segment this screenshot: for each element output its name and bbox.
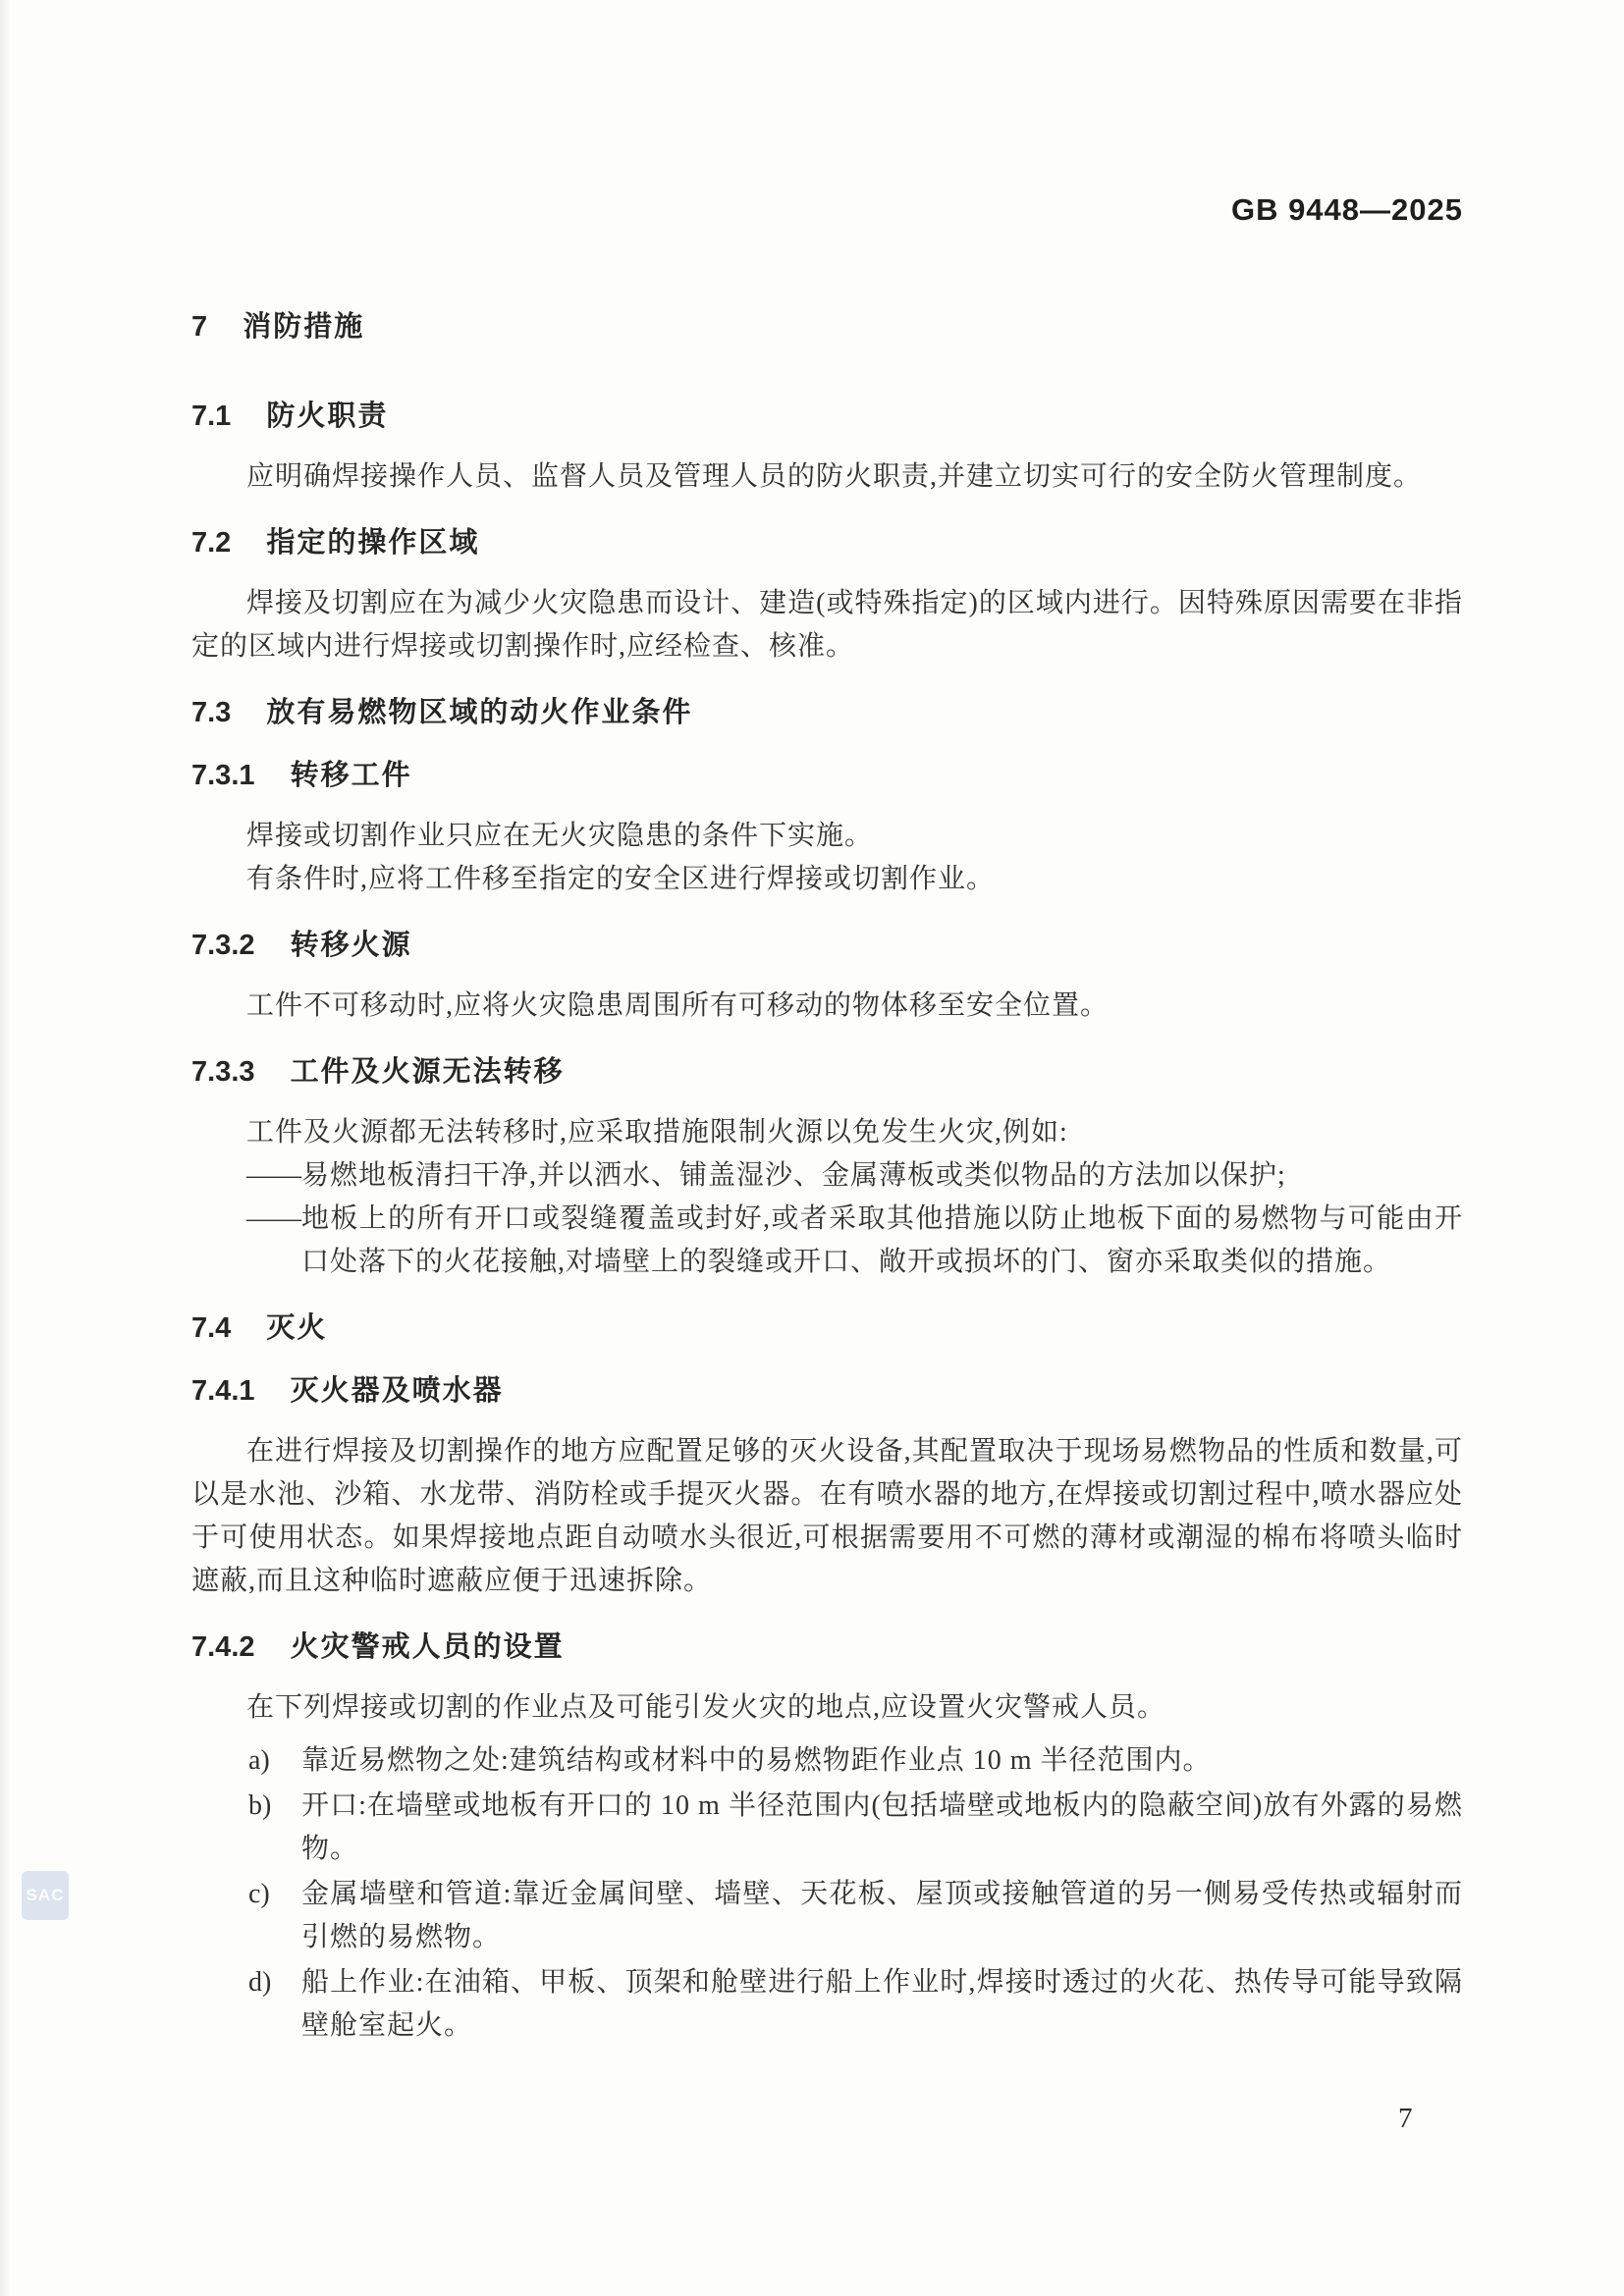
- list-item-text: 金属墙壁和管道:靠近金属间壁、墙壁、天花板、屋顶或接触管道的另一侧易受传热或辐射而引燃的易燃物。: [301, 1879, 1463, 1952]
- doc-header: [191, 192, 1463, 228]
- section-title-text: 放有易燃物区域的动火作业条件: [266, 697, 693, 728]
- list-item-text: 靠近易燃物之处:建筑结构或材料中的易燃物距作业点 10 m 半径范围内。: [301, 1745, 1212, 1776]
- list-item: [191, 1785, 1463, 1871]
- page-number: 7: [1398, 2103, 1413, 2134]
- watermark-text: SAC: [26, 1886, 65, 1904]
- list-marker: d): [248, 1967, 272, 1998]
- paragraph: 在下列焊接或切割的作业点及可能引发火灾的地点,应设置火灾警戒人员。: [246, 1692, 1166, 1723]
- section-number: 7.3.3: [191, 1056, 255, 1088]
- dash-marker: ——: [246, 1160, 301, 1191]
- list-item: [191, 1961, 1463, 2048]
- list-marker: a): [248, 1745, 270, 1776]
- paragraph: 工件不可移动时,应将火灾隐患周围所有可移动的物体移至安全位置。: [246, 990, 1110, 1021]
- section-title-text: 转移火源: [290, 930, 412, 961]
- section-title-text: 消防措施: [243, 311, 365, 343]
- section-heading-7-3-1: [191, 757, 1463, 794]
- dash-marker: ——: [246, 1203, 301, 1234]
- dash-item-text: 地板上的所有开口或裂缝覆盖或封好,或者采取其他措施以防止地板下面的易燃物与可能由开口处落下的火花接触,对墙壁上的裂缝或开口、敞开或损坏的门、窗亦采取类似的措施。: [301, 1203, 1463, 1277]
- paragraph: 应明确焊接操作人员、监督人员及管理人员的防火职责,并建立切实可行的安全防火管理制度。: [246, 461, 1423, 492]
- paragraph: 焊接及切割应在为减少火灾隐患而设计、建造(或特殊指定)的区域内进行。因特殊原因需要在非指定的区域内进行焊接或切割操作时,应经检查、核准。: [191, 588, 1463, 662]
- section-heading-7-2: [191, 524, 1463, 561]
- section-number: 7: [191, 311, 208, 343]
- sac-logo-watermark: [22, 1871, 69, 1920]
- section-heading-7-3-2: [191, 927, 1463, 964]
- section-heading-7-3: [191, 694, 1463, 731]
- section-heading-7: [191, 308, 1463, 346]
- section-title-text: 指定的操作区域: [266, 527, 480, 559]
- paragraph: 有条件时,应将工件移至指定的安全区进行焊接或切割作业。: [246, 864, 996, 894]
- list-item-text: 船上作业:在油箱、甲板、顶架和舱壁进行船上作业时,焊接时透过的火花、热传导可能导致隔壁舱室起火。: [301, 1967, 1463, 2041]
- dash-item: [191, 1198, 1463, 1284]
- list-marker: b): [248, 1790, 272, 1821]
- section-number: 7.4.1: [191, 1375, 255, 1407]
- section-heading-7-3-3: [191, 1053, 1463, 1091]
- section-number: 7.3: [191, 697, 232, 728]
- section-title-text: 工件及火源无法转移: [290, 1056, 565, 1088]
- section-title-text: 防火职责: [266, 400, 389, 432]
- paragraph: 焊接或切割作业只应在无火灾隐患的条件下实施。: [246, 821, 874, 851]
- paragraph: 工件及火源都无法转移时,应采取措施限制火源以免发生火灾,例如:: [246, 1117, 1068, 1148]
- lettered-list: [191, 1739, 1463, 2048]
- section-title-text: 灭火: [266, 1312, 328, 1344]
- dash-item-text: 易燃地板清扫干净,并以洒水、铺盖湿沙、金属薄板或类似物品的方法加以保护;: [301, 1160, 1286, 1191]
- dash-item: [191, 1154, 1463, 1198]
- section-heading-7-1: [191, 398, 1463, 435]
- section-number: 7.1: [191, 400, 232, 432]
- section-number: 7.3.1: [191, 760, 255, 791]
- section-heading-7-4-1: [191, 1372, 1463, 1410]
- section-heading-7-4: [191, 1309, 1463, 1347]
- section-title-text: 转移工件: [290, 760, 412, 791]
- section-number: 7.3.2: [191, 930, 255, 961]
- scan-edge-shadow: [0, 0, 10, 2296]
- list-marker: c): [248, 1879, 270, 1909]
- list-item: [191, 1739, 1463, 1783]
- section-title-text: 火灾警戒人员的设置: [290, 1631, 565, 1663]
- standard-code: GB 9448—2025: [1230, 192, 1463, 227]
- section-title-text: 灭火器及喷水器: [290, 1375, 504, 1407]
- section-number: 7.2: [191, 527, 232, 559]
- section-number: 7.4: [191, 1312, 232, 1344]
- page-content: [191, 192, 1463, 2050]
- list-item-text: 开口:在墙壁或地板有开口的 10 m 半径范围内(包括墙壁或地板内的隐蔽空间)放有外露的易燃物。: [301, 1790, 1463, 1864]
- section-number: 7.4.2: [191, 1631, 255, 1663]
- paragraph: 在进行焊接及切割操作的地方应配置足够的灭火设备,其配置取决于现场易燃物品的性质和数量,可以是水池、沙箱、水龙带、消防栓或手提灭火器。在有喷水器的地方,在焊接或切割过程中,喷水器应处于可使用状态。如果焊接地点距自动喷水头很近,可根据需要用不可燃的薄材或潮湿的棉布将喷头临时遮蔽,而且这种临时遮蔽应便于迅速拆除。: [191, 1436, 1463, 1596]
- list-item: [191, 1873, 1463, 1959]
- section-heading-7-4-2: [191, 1629, 1463, 1666]
